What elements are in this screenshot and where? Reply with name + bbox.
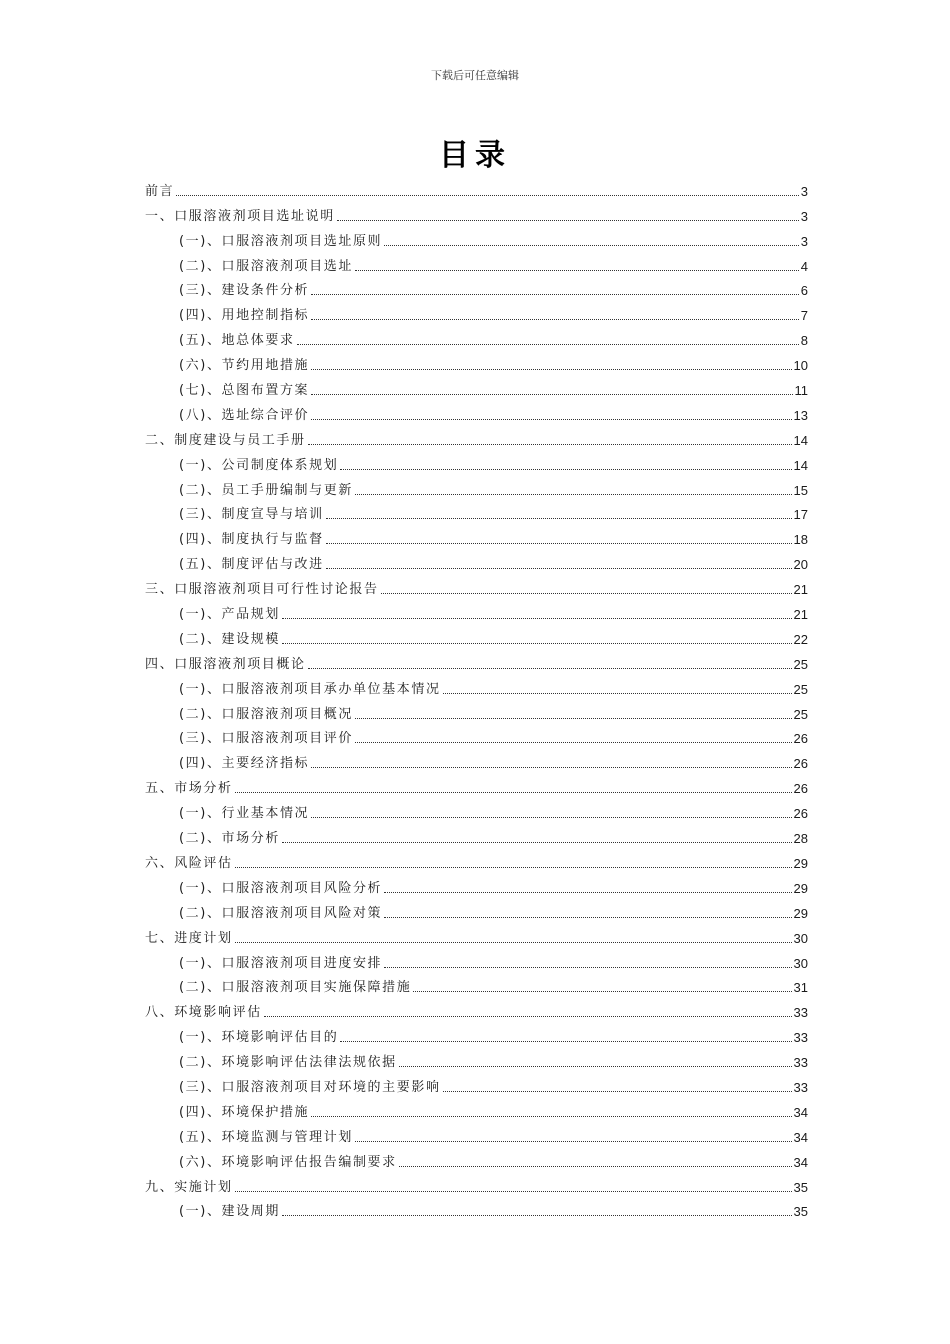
- toc-dot-leader: [355, 742, 792, 743]
- toc-entry-label: 三、口服溶液剂项目可行性讨论报告: [145, 582, 379, 598]
- toc-entry-page: 13: [793, 407, 808, 423]
- toc-entry-page: 25: [793, 656, 808, 672]
- toc-dot-leader: [355, 1141, 792, 1142]
- toc-entry[interactable]: [145, 474, 808, 499]
- toc-entry-page: 25: [793, 681, 808, 697]
- toc-entry-label: (三)、制度宣导与培训: [179, 507, 324, 523]
- toc-entry-page: 26: [793, 806, 808, 822]
- toc-entry[interactable]: [145, 598, 808, 623]
- toc-dot-leader: [311, 319, 799, 320]
- toc-entry-label: (一)、口服溶液剂项目承办单位基本情况: [179, 681, 441, 697]
- toc-entry[interactable]: [145, 299, 808, 324]
- toc-entry-label: (四)、制度执行与监督: [179, 532, 324, 548]
- toc-entry-label: (一)、环境影响评估目的: [179, 1030, 339, 1046]
- toc-entry-page: 26: [793, 731, 808, 747]
- toc-entry-label: 二、制度建设与员工手册: [145, 432, 306, 448]
- toc-entry-label: 九、实施计划: [145, 1179, 233, 1195]
- toc-entry[interactable]: [145, 250, 808, 275]
- toc-entry[interactable]: [145, 424, 808, 449]
- toc-dot-leader: [311, 294, 799, 295]
- toc-entry[interactable]: [145, 200, 808, 225]
- toc-dot-leader: [355, 718, 792, 719]
- toc-dot-leader: [235, 1191, 792, 1192]
- toc-entry-page: 33: [793, 1030, 808, 1046]
- toc-dot-leader: [311, 419, 791, 420]
- toc-entry[interactable]: [145, 1196, 808, 1221]
- toc-entry-page: 29: [793, 880, 808, 896]
- toc-dot-leader: [381, 593, 792, 594]
- toc-entry[interactable]: [145, 772, 808, 797]
- header-note: 下载后可任意编辑: [431, 69, 519, 82]
- toc-entry-page: 26: [793, 756, 808, 772]
- toc-entry[interactable]: [145, 972, 808, 997]
- toc-entry[interactable]: [145, 548, 808, 573]
- toc-entry-label: 四、口服溶液剂项目概论: [145, 656, 306, 672]
- toc-entry-page: 18: [793, 532, 808, 548]
- toc-dot-leader: [399, 1166, 792, 1167]
- toc-dot-leader: [311, 817, 791, 818]
- toc-dot-leader: [384, 892, 791, 893]
- toc-entry[interactable]: [145, 349, 808, 374]
- toc-dot-leader: [311, 394, 792, 395]
- toc-entry[interactable]: [145, 175, 808, 200]
- toc-entry-label: (二)、建设规模: [179, 631, 280, 647]
- toc-dot-leader: [326, 543, 792, 544]
- toc-entry-page: 22: [793, 631, 808, 647]
- toc-entry-page: 14: [793, 432, 808, 448]
- toc-dot-leader: [384, 967, 791, 968]
- toc-entry-label: (二)、口服溶液剂项目实施保障措施: [179, 980, 412, 996]
- toc-entry[interactable]: [145, 1096, 808, 1121]
- toc-entry[interactable]: [145, 1121, 808, 1146]
- toc-entry-page: 21: [793, 582, 808, 598]
- toc-dot-leader: [355, 494, 792, 495]
- toc-entry-label: (一)、行业基本情况: [179, 806, 310, 822]
- toc-dot-leader: [235, 792, 792, 793]
- toc-dot-leader: [399, 1066, 792, 1067]
- toc-entry[interactable]: [145, 947, 808, 972]
- toc-entry[interactable]: [145, 1021, 808, 1046]
- toc-entry[interactable]: [145, 623, 808, 648]
- toc-entry-page: 3: [800, 233, 808, 249]
- toc-dot-leader: [384, 917, 791, 918]
- toc-entry-page: 4: [800, 258, 808, 274]
- toc-dot-leader: [326, 568, 792, 569]
- toc-entry-page: 25: [793, 706, 808, 722]
- toc-entry-page: 14: [793, 457, 808, 473]
- toc-entry-label: (六)、节约用地措施: [179, 358, 310, 374]
- toc-entry-label: (二)、口服溶液剂项目风险对策: [179, 905, 383, 921]
- toc-entry-page: 34: [793, 1154, 808, 1170]
- toc-entry-page: 30: [793, 955, 808, 971]
- toc-entry-label: (五)、地总体要求: [179, 333, 295, 349]
- toc-title: 目录: [439, 138, 511, 173]
- toc-dot-leader: [235, 942, 792, 943]
- toc-entry-label: 一、口服溶液剂项目选址说明: [145, 208, 335, 224]
- toc-dot-leader: [311, 767, 791, 768]
- toc-dot-leader: [337, 220, 799, 221]
- toc-entry-label: (二)、市场分析: [179, 831, 280, 847]
- toc-entry-page: 29: [793, 905, 808, 921]
- toc-entry-page: 33: [793, 1005, 808, 1021]
- toc-dot-leader: [308, 444, 792, 445]
- table-of-contents: [145, 175, 808, 1220]
- toc-entry-label: 八、环境影响评估: [145, 1005, 262, 1021]
- toc-entry[interactable]: [145, 1171, 808, 1196]
- toc-entry[interactable]: [145, 1046, 808, 1071]
- toc-entry-label: (一)、口服溶液剂项目风险分析: [179, 880, 383, 896]
- toc-entry-label: (一)、建设周期: [179, 1204, 280, 1220]
- toc-entry-page: 31: [793, 980, 808, 996]
- toc-dot-leader: [311, 1116, 791, 1117]
- toc-dot-leader: [355, 270, 799, 271]
- toc-entry-page: 33: [793, 1055, 808, 1071]
- toc-entry[interactable]: [145, 822, 808, 847]
- toc-entry-page: 35: [793, 1179, 808, 1195]
- toc-entry-label: 七、进度计划: [145, 930, 233, 946]
- toc-dot-leader: [282, 842, 792, 843]
- toc-entry-label: (七)、总图布置方案: [179, 383, 310, 399]
- toc-entry-page: 3: [800, 208, 808, 224]
- toc-dot-leader: [443, 1091, 792, 1092]
- toc-entry-page: 8: [800, 333, 808, 349]
- toc-dot-leader: [340, 1041, 791, 1042]
- toc-dot-leader: [264, 1016, 792, 1017]
- toc-entry-page: 10: [793, 358, 808, 374]
- toc-entry-label: (二)、口服溶液剂项目概况: [179, 706, 353, 722]
- toc-entry-label: (五)、制度评估与改进: [179, 557, 324, 573]
- toc-entry-label: (六)、环境影响评估报告编制要求: [179, 1154, 397, 1170]
- toc-dot-leader: [282, 1215, 792, 1216]
- toc-entry[interactable]: [145, 523, 808, 548]
- toc-entry-label: (二)、员工手册编制与更新: [179, 482, 353, 498]
- toc-dot-leader: [297, 344, 799, 345]
- toc-entry[interactable]: [145, 747, 808, 772]
- toc-entry-page: 17: [793, 507, 808, 523]
- toc-entry-label: (一)、口服溶液剂项目选址原则: [179, 233, 383, 249]
- toc-entry-page: 6: [800, 283, 808, 299]
- toc-entry[interactable]: [145, 723, 808, 748]
- toc-entry[interactable]: [145, 1071, 808, 1096]
- toc-dot-leader: [176, 195, 799, 196]
- toc-entry-label: 六、风险评估: [145, 855, 233, 871]
- toc-entry-page: 11: [794, 383, 808, 399]
- toc-entry[interactable]: [145, 374, 808, 399]
- toc-entry-label: (三)、建设条件分析: [179, 283, 310, 299]
- toc-entry-page: 35: [793, 1204, 808, 1220]
- toc-entry-page: 7: [800, 308, 808, 324]
- toc-entry-page: 33: [793, 1079, 808, 1095]
- toc-entry-page: 3: [800, 183, 808, 199]
- toc-entry[interactable]: [145, 797, 808, 822]
- toc-entry-page: 20: [793, 557, 808, 573]
- toc-entry[interactable]: [145, 996, 808, 1021]
- toc-entry[interactable]: [145, 1146, 808, 1171]
- toc-entry-label: (二)、口服溶液剂项目选址: [179, 258, 353, 274]
- toc-entry-page: 30: [793, 930, 808, 946]
- toc-entry-page: 26: [793, 781, 808, 797]
- toc-entry-label: (三)、口服溶液剂项目对环境的主要影响: [179, 1079, 441, 1095]
- toc-entry-label: (一)、公司制度体系规划: [179, 457, 339, 473]
- toc-entry-label: (八)、选址综合评价: [179, 407, 310, 423]
- toc-entry[interactable]: [145, 225, 808, 250]
- toc-entry-page: 28: [793, 831, 808, 847]
- toc-entry[interactable]: [145, 399, 808, 424]
- toc-entry-label: (三)、口服溶液剂项目评价: [179, 731, 353, 747]
- toc-entry[interactable]: [145, 673, 808, 698]
- toc-entry[interactable]: [145, 698, 808, 723]
- toc-entry[interactable]: [145, 573, 808, 598]
- toc-dot-leader: [308, 668, 792, 669]
- toc-dot-leader: [384, 245, 799, 246]
- toc-entry-page: 34: [793, 1129, 808, 1145]
- toc-entry[interactable]: [145, 324, 808, 349]
- toc-dot-leader: [340, 469, 791, 470]
- toc-entry[interactable]: [145, 847, 808, 872]
- toc-entry[interactable]: [145, 872, 808, 897]
- toc-dot-leader: [282, 618, 792, 619]
- toc-entry-label: (一)、产品规划: [179, 607, 280, 623]
- toc-dot-leader: [282, 643, 792, 644]
- toc-entry-label: 五、市场分析: [145, 781, 233, 797]
- toc-entry-label: 前言: [145, 183, 175, 199]
- toc-entry-page: 34: [793, 1104, 808, 1120]
- toc-dot-leader: [326, 518, 792, 519]
- toc-entry-label: (四)、主要经济指标: [179, 756, 310, 772]
- toc-dot-leader: [235, 867, 792, 868]
- toc-entry-label: (五)、环境监测与管理计划: [179, 1129, 353, 1145]
- toc-entry[interactable]: [145, 922, 808, 947]
- toc-entry-label: (二)、环境影响评估法律法规依据: [179, 1055, 397, 1071]
- toc-entry-page: 15: [793, 482, 808, 498]
- toc-entry[interactable]: [145, 449, 808, 474]
- toc-entry[interactable]: [145, 648, 808, 673]
- toc-entry-label: (四)、用地控制指标: [179, 308, 310, 324]
- toc-entry[interactable]: [145, 499, 808, 524]
- toc-entry-page: 21: [793, 607, 808, 623]
- toc-dot-leader: [311, 369, 791, 370]
- toc-entry-page: 29: [793, 855, 808, 871]
- toc-entry[interactable]: [145, 275, 808, 300]
- toc-entry-label: (一)、口服溶液剂项目进度安排: [179, 955, 383, 971]
- toc-dot-leader: [443, 693, 792, 694]
- toc-dot-leader: [413, 991, 791, 992]
- toc-entry-label: (四)、环境保护措施: [179, 1104, 310, 1120]
- toc-entry[interactable]: [145, 897, 808, 922]
